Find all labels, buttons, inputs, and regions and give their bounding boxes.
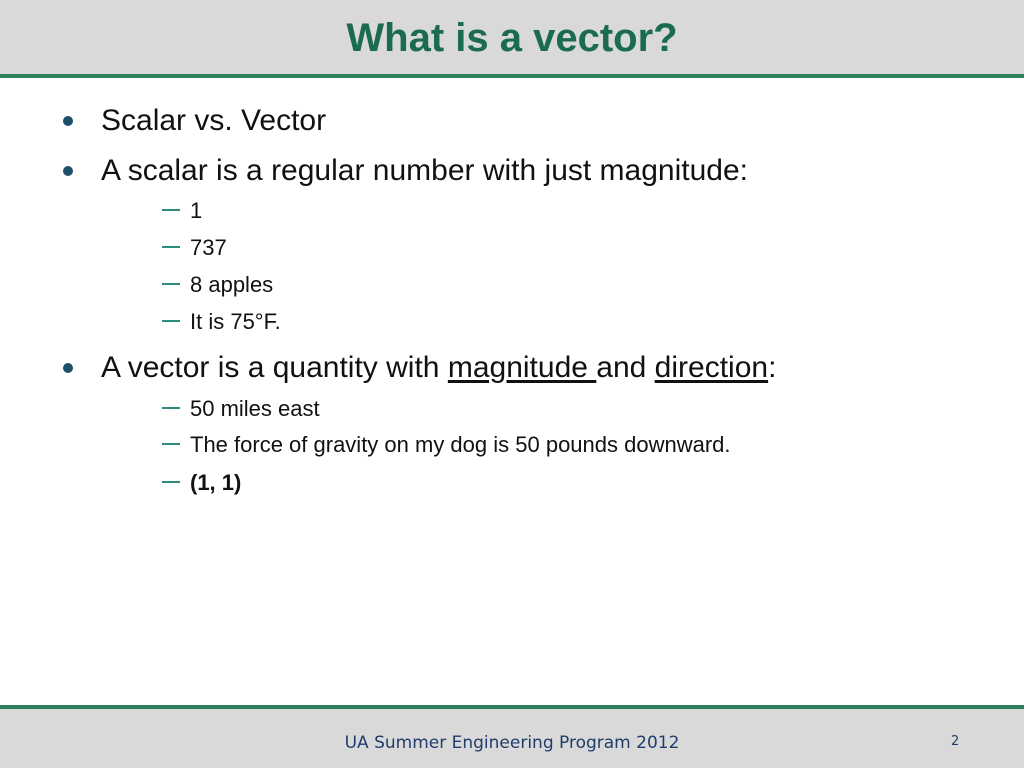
dash-icon — [162, 209, 180, 211]
sub-item — [190, 396, 320, 422]
sub-item-text: 1 — [190, 198, 203, 223]
dash-icon — [162, 320, 180, 322]
bullet-dot-icon — [63, 363, 73, 373]
bullet-text: : — [768, 351, 777, 384]
sub-item-text: 50 miles east — [190, 396, 320, 421]
dash-icon — [162, 481, 180, 483]
dash-icon — [162, 443, 180, 445]
sub-item — [190, 470, 241, 496]
sub-item-text: It is 75°F. — [190, 309, 281, 334]
bullet-dot-icon — [63, 166, 73, 176]
bullet-item — [101, 350, 776, 386]
sub-item — [190, 432, 731, 458]
sub-item — [190, 272, 273, 298]
bullet-item — [101, 153, 748, 189]
sub-item-text: (1, 1) — [190, 470, 242, 495]
dash-icon — [162, 407, 180, 409]
sub-item — [190, 198, 202, 224]
bullet-text: Scalar vs. Vector — [101, 104, 327, 137]
bullet-dot-icon — [63, 116, 73, 126]
dash-icon — [162, 246, 180, 248]
sub-item-text: 737 — [190, 235, 227, 260]
bullet-text: and — [596, 351, 655, 384]
slide-title: What is a vector? — [346, 16, 678, 60]
footer-bar — [0, 705, 1024, 768]
dash-icon — [162, 283, 180, 285]
sub-item-text: The force of gravity on my dog is 50 pounds downward. — [190, 432, 731, 457]
sub-item-text: 8 apples — [190, 272, 274, 297]
sub-item — [190, 235, 227, 261]
bullet-item — [101, 103, 326, 139]
underlined-term: direction — [654, 351, 769, 384]
sub-item — [190, 309, 281, 335]
bullet-text: A vector is a quantity with — [101, 351, 448, 384]
page-number: 2 — [951, 734, 960, 749]
underlined-term: magnitude — [447, 351, 597, 384]
footer-text: UA Summer Engineering Program 2012 — [344, 733, 680, 753]
bullet-text: A scalar is a regular number with just magnitude: — [101, 154, 748, 187]
